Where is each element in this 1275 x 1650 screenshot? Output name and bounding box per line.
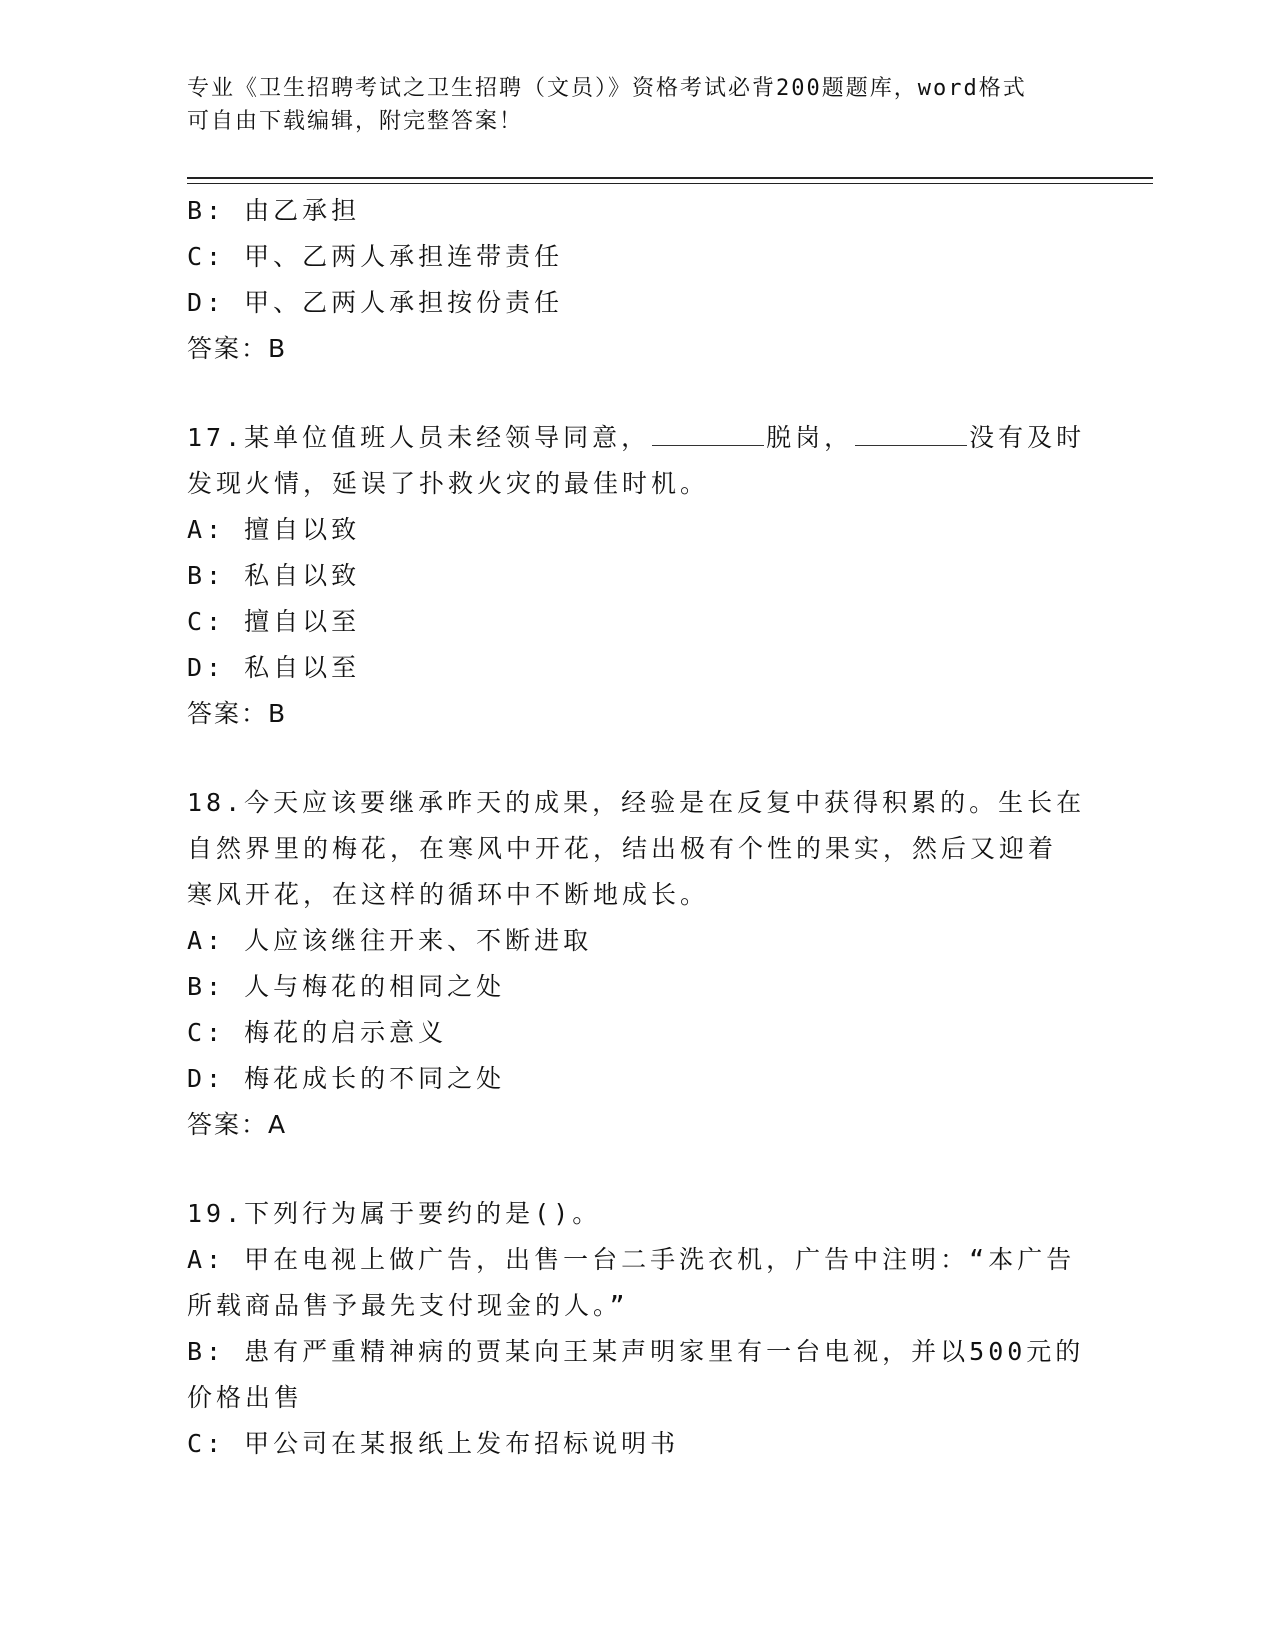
option-d: D: 私自以至 (187, 653, 361, 682)
option-b: B: 私自以致 (187, 561, 361, 590)
option-d: D: 甲、乙两人承担按份责任 (187, 288, 564, 317)
option-a-line1: A: 甲在电视上做广告，出售一台二手洗衣机，广告中注明：“本广告 (187, 1245, 1076, 1274)
question-text-part1: 17.某单位值班人员未经领导同意， (187, 423, 651, 452)
question-text-line2: 发现火情，延误了扑救火灾的最佳时机。 (187, 469, 710, 498)
option-b-line1: B: 患有严重精神病的贾某向王某声明家里有一台电视，并以500元的 (187, 1337, 1085, 1366)
question-text (187, 415, 1087, 461)
document-header (187, 72, 1067, 138)
question-title: 19.下列行为属于要约的是()。 (187, 1199, 602, 1228)
fill-blank-2 (855, 421, 967, 446)
option-a-line2: 所载商品售予最先支付现金的人。” (187, 1291, 629, 1320)
option-d: D: 梅花成长的不同之处 (187, 1064, 506, 1093)
option-b-line2: 价格出售 (187, 1383, 304, 1412)
header-rule-thin (187, 183, 1153, 184)
answer: 答案：B (187, 334, 288, 363)
header-line-2: 可自由下载编辑，附完整答案！ (187, 109, 524, 134)
question-18 (187, 780, 1087, 1148)
question-text-line3: 寒风开花，在这样的循环中不断地成长。 (187, 880, 710, 909)
question-19 (187, 1191, 1087, 1467)
header-rule-thick (187, 177, 1153, 179)
question-content (187, 188, 1087, 1467)
option-b: B: 由乙承担 (187, 196, 361, 225)
option-a: A: 人应该继往开来、不断进取 (187, 926, 593, 955)
option-c: C: 甲公司在某报纸上发布招标说明书 (187, 1429, 680, 1458)
answer: 答案：A (187, 1110, 288, 1139)
option-c: C: 擅自以至 (187, 607, 361, 636)
question-text-part2: 脱岗， (766, 423, 854, 452)
option-c: C: 梅花的启示意义 (187, 1018, 448, 1047)
header-line-1: 专业《卫生招聘考试之卫生招聘（文员）》资格考试必背200题题库，word格式 (187, 76, 1027, 101)
question-text-part3: 没有及时 (969, 423, 1086, 452)
partial-question (187, 188, 1087, 372)
question-text-line2: 自然界里的梅花，在寒风中开花，结出极有个性的果实，然后又迎着 (187, 834, 1058, 863)
question-17 (187, 415, 1087, 737)
fill-blank-1 (652, 421, 764, 446)
option-b: B: 人与梅花的相同之处 (187, 972, 506, 1001)
option-c: C: 甲、乙两人承担连带责任 (187, 242, 564, 271)
option-a: A: 擅自以致 (187, 515, 361, 544)
question-text-line1: 18.今天应该要继承昨天的成果，经验是在反复中获得积累的。生长在 (187, 788, 1086, 817)
answer: 答案：B (187, 699, 288, 728)
